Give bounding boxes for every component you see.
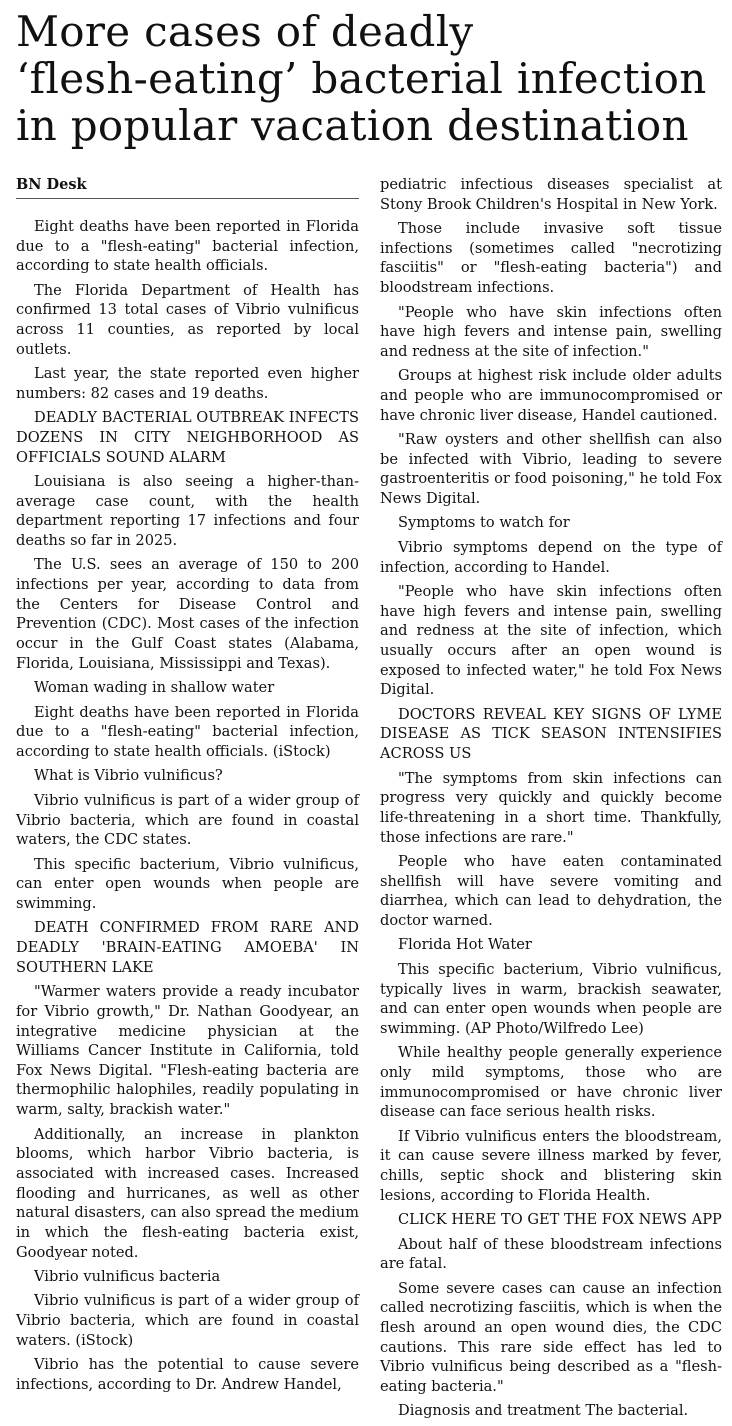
subheading: Symptoms to watch for [398,514,570,532]
headline [16,8,728,149]
quote: "The symptoms from skin infections can progress very quickly and quickly become life-threatening in a short time. Thankfully, those infections are rare." [380,769,722,846]
headline-line: More cases of deadly [16,7,474,56]
subheading: What is Vibrio vulnificus? [34,767,223,785]
related-headline: DEADLY BACTERIAL OUTBREAK INFECTS DOZENS IN CITY NEIGHBORHOOD AS OFFICIALS SOUND ALARM [16,409,359,466]
photo-title: Florida Hot Water [398,936,532,954]
paragraph: Eight deaths have been reported in Florida due to a "flesh-eating" bacterial infection, according to state health officials. [16,218,359,275]
article-column-right [380,175,722,1426]
paragraph: Those include invasive soft tissue infections (sometimes called "necrotizing fasciitis" or "flesh-eating bacteria") and bloodstream infections. [380,220,722,297]
paragraph: Last year, the state reported even higher numbers: 82 cases and 19 deaths. [16,365,359,402]
photo-caption: This specific bacterium, Vibrio vulnificus, typically lives in warm, brackish seawater, and can enter open wounds when people are swimming. (AP Photo/Wilfredo Lee) [380,960,722,1037]
quote: "Raw oysters and other shellfish can also be infected with Vibrio, leading to severe gastroenteritis or food poisoning," he told Fox News Digital. [380,431,722,508]
paragraph: While healthy people generally experience only mild symptoms, those who are immunocompromised or have chronic liver disease can face serious health risks. [380,1044,722,1121]
headline-line: ‘flesh-eating’ bacterial infection [16,54,707,103]
quote: "People who have skin infections often have high fevers and intense pain, swelling and redness at the site of infection, which usually occurs after an open wound is exposed to infected water," he told Fox News Digital. [380,583,722,699]
paragraph: About half of these bloodstream infections are fatal. [380,1235,722,1273]
paragraph: The Florida Department of Health has confirmed 13 total cases of Vibrio vulnificus across 11 counties, as reported by local outlets. [16,281,359,358]
paragraph: The U.S. sees an average of 150 to 200 infections per year, according to data from the Centers for Disease Control and Prevention (CDC). Most cases of the infection occur in the Gulf Coast states (Alabama, Florida, Louisiana, Mississippi and Texas). [16,556,359,672]
byline-divider [16,198,359,199]
paragraph: "Warmer waters provide a ready incubator for Vibrio growth," Dr. Nathan Goodyear, an integrative medicine physician at the Williams Cancer Institute in California, told Fox News Digital. "Flesh-eating bacteria are thermophilic halophiles, readily populating in warm, salty, brackish water." [16,983,359,1119]
photo-title: Woman wading in shallow water [34,679,275,697]
paragraph: Some severe cases can cause an infection called necrotizing fasciitis, which is when the flesh around an open wound dies, the CDC cautions. This rare side effect has led to Vibrio vulnificus being described as a "flesh-eating bacteria." [380,1279,722,1395]
article-column-left [16,217,359,1399]
paragraph: Vibrio symptoms depend on the type of infection, according to Handel. [380,538,722,576]
paragraph: Louisiana is also seeing a higher-than-average case count, with the health department reporting 17 infections and four deaths so far in 2025. [16,473,359,550]
paragraph: Vibrio vulnificus is part of a wider group of Vibrio bacteria, which are found in coastal waters, the CDC states. [16,791,359,849]
paragraph: People who have eaten contaminated shellfish will have severe vomiting and diarrhea, which can lead to dehydration, the doctor warned. [380,852,722,929]
paragraph-continuation: pediatric infectious diseases specialist at Stony Brook Children's Hospital in New York. [380,176,722,213]
byline: BN Desk [16,176,87,193]
paragraph: Diagnosis and treatment The bacterial. [398,1402,689,1420]
paragraph: Groups at highest risk include older adults and people who are immunocompromised or have chronic liver disease, Handel cautioned. [380,367,722,424]
photo-caption: Vibrio vulnificus is part of a wider group of Vibrio bacteria, which are found in coastal waters. (iStock) [16,1292,359,1349]
app-promo-text: CLICK HERE TO GET THE FOX NEWS APP [398,1211,722,1229]
headline-line: in popular vacation destination [16,101,689,150]
photo-title: Vibrio vulnificus bacteria [34,1267,221,1285]
quote: "People who have skin infections often have high fevers and intense pain, swelling and redness at the site of infection." [380,303,722,360]
paragraph: If Vibrio vulnificus enters the bloodstream, it can cause severe illness marked by fever, chills, septic shock and blistering skin lesions, according to Florida Health. [380,1127,722,1204]
paragraph: Vibrio has the potential to cause severe infections, according to Dr. Andrew Handel, [16,1356,359,1393]
related-headline: DEATH CONFIRMED FROM RARE AND DEADLY 'BRAIN-EATING AMOEBA' IN SOUTHERN LAKE [16,919,359,976]
photo-caption: Eight deaths have been reported in Florida due to a "flesh-eating" bacterial infection, according to state health officials. (iStock) [16,703,359,760]
related-headline: DOCTORS REVEAL KEY SIGNS OF LYME DISEASE AS TICK SEASON INTENSIFIES ACROSS US [380,705,722,763]
paragraph: Additionally, an increase in plankton blooms, which harbor Vibrio bacteria, is associated with increased cases. Increased flooding and hurricanes, as well as other natural disasters, can also spread the medium in which the flesh-eating bacteria exist, Goodyear noted. [16,1125,359,1261]
paragraph: This specific bacterium, Vibrio vulnificus, can enter open wounds when people are swimming. [16,855,359,912]
